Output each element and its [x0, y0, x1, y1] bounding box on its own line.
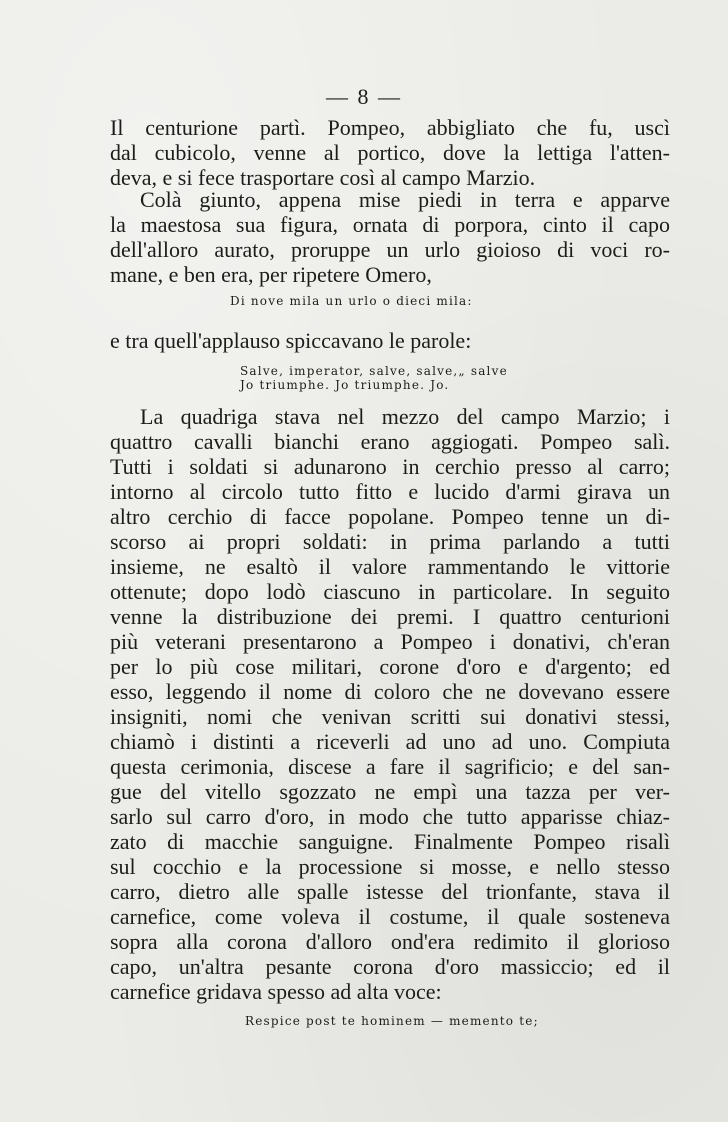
- text-line: capo, un'altra pesante corona d'oro massiccio; ed il: [110, 954, 670, 979]
- text-line: esso, leggendo il nome di coloro che ne dovevano essere: [110, 679, 670, 704]
- text-line: Tutti i soldati si adunarono in cerchio presso al carro;: [110, 454, 670, 479]
- text-line: mane, e ben era, per ripetere Omero,: [110, 262, 432, 287]
- verse-quote: Di nove mila un urlo o dieci mila:: [230, 294, 473, 308]
- text-line: sul cocchio e la processione si mosse, e nello stesso: [110, 854, 670, 879]
- text-line: Colà giunto, appena mise piedi in terra e apparve: [140, 187, 670, 212]
- verse-line: Jo triumphe. Jo triumphe. Jo.: [240, 378, 450, 392]
- text-line: questa cerimonia, discese a fare il sagrificio; e del san-: [110, 754, 670, 779]
- text-line: insieme, ne esaltò il valore rammentando le vittorie: [110, 554, 670, 579]
- text-line: zato di macchie sanguigne. Finalmente Pompeo risalì: [110, 829, 670, 854]
- text-line: sarlo sul carro d'oro, in modo che tutto apparisse chiaz-: [110, 804, 670, 829]
- text-line: chiamò i distinti a riceverli ad uno ad uno. Compiuta: [110, 729, 670, 754]
- text-line: deva, e si fece trasportare così al campo Marzio.: [110, 165, 536, 190]
- text-line: dal cubicolo, venne al portico, dove la lettiga l'atten-: [110, 140, 670, 165]
- text-line: quattro cavalli bianchi erano aggiogati. Pompeo salì.: [110, 429, 670, 454]
- text-line: dell'alloro aurato, proruppe un urlo gioioso di voci ro-: [110, 237, 670, 262]
- text-line: insigniti, nomi che venivan scritti sui donativi stessi,: [110, 704, 670, 729]
- text-line: la maestosa sua figura, ornata di porpora, cinto il capo: [110, 212, 670, 237]
- text-line: venne la distribuzione dei premi. I quattro centurioni: [110, 604, 670, 629]
- text-line: scorso ai propri soldati: in prima parlando a tutti: [110, 529, 670, 554]
- text-line: sopra alla corona d'alloro ond'era redimito il glorioso: [110, 929, 670, 954]
- page-number: — 8 —: [326, 84, 402, 109]
- text-line: La quadriga stava nel mezzo del campo Marzio; i: [140, 404, 670, 429]
- text-line: per lo più cose militari, corone d'oro e d'argento; ed: [110, 654, 670, 679]
- text-line: e tra quell'applauso spiccavano le parole:: [110, 328, 472, 353]
- text-line: più veterani presentarono a Pompeo i donativi, ch'eran: [110, 629, 670, 654]
- text-line: intorno al circolo tutto fitto e lucido d'armi girava un: [110, 479, 670, 504]
- text-line: Il centurione partì. Pompeo, abbigliato che fu, uscì: [110, 115, 670, 140]
- text-line: carnefice, come voleva il costume, il quale sosteneva: [110, 904, 670, 929]
- text-line: carnefice gridava spesso ad alta voce:: [110, 979, 442, 1004]
- verse-line: Salve, imperator, salve, salve,„ salve: [240, 364, 508, 378]
- text-line: carro, dietro alle spalle istesse del trionfante, stava il: [110, 879, 670, 904]
- verse-quote: Respice post te hominem — memento te;: [245, 1014, 539, 1028]
- text-line: ottenute; dopo lodò ciascuno in particolare. In seguito: [110, 579, 670, 604]
- text-line: altro cerchio di facce popolane. Pompeo tenne un di-: [110, 504, 670, 529]
- text-line: gue del vitello sgozzato ne empì una tazza per ver-: [110, 779, 670, 804]
